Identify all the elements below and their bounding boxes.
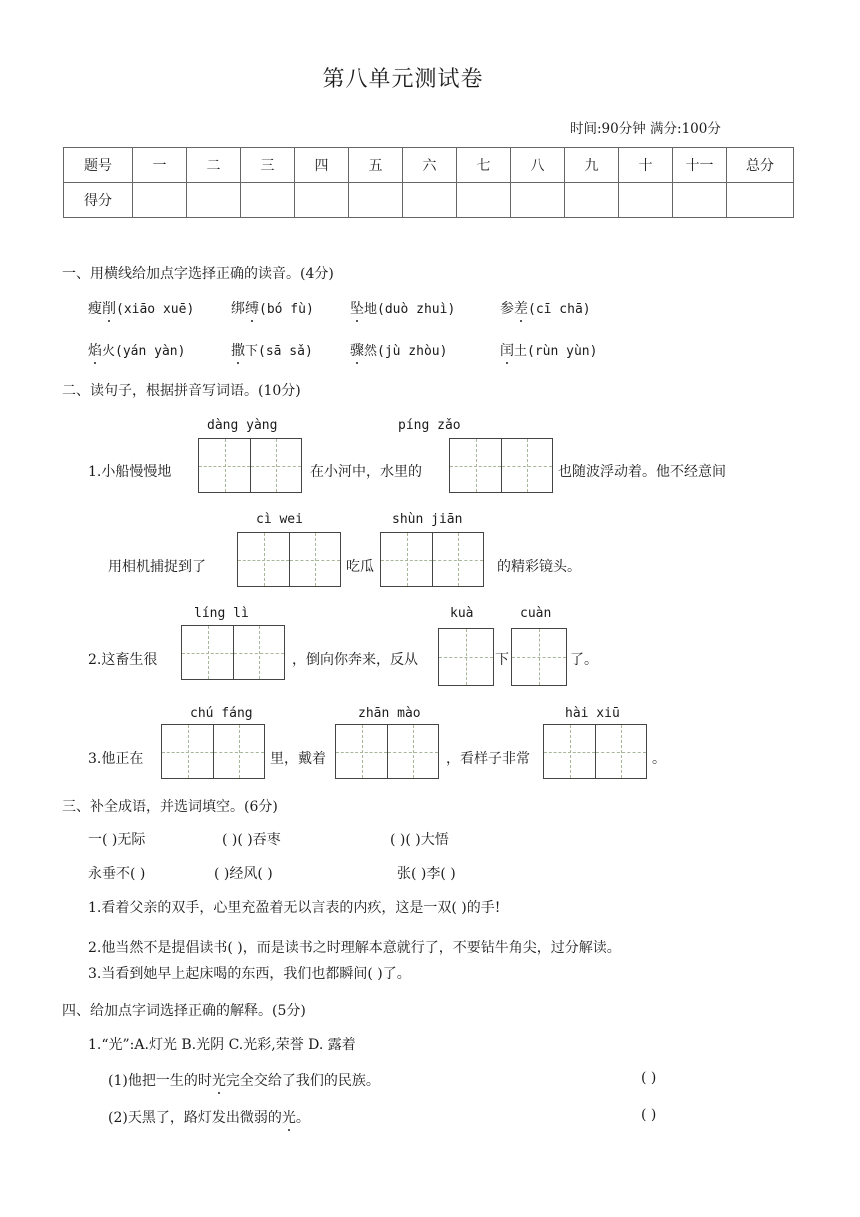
writing-grid-single[interactable] <box>438 628 494 686</box>
sentence-text: 1.小船慢慢地 <box>88 464 172 480</box>
fill-sentence: 2.他当然不是提倡读书( )，而是读书之时理解本意就行了，不要钻牛角尖，过分解读。 <box>88 940 621 956</box>
pron-item <box>88 340 185 360</box>
section-2-heading: 二、读句子，根据拼音写词语。(10分) <box>62 383 301 399</box>
writing-grid[interactable] <box>181 625 285 680</box>
score-header-cell: 题号 <box>64 148 133 183</box>
pron-options: (xiāo xuē) <box>116 302 195 317</box>
pron-char: 绑 <box>231 301 245 317</box>
dotted-char: 缚 <box>245 301 259 317</box>
pinyin-label: píng zǎo <box>398 418 461 433</box>
score-header-cell: 十一 <box>673 148 727 183</box>
sentence-text: 了。 <box>570 652 598 668</box>
sentence-text: 的精彩镜头。 <box>497 559 581 575</box>
sentence-text: ，倒向你奔来，反从 <box>292 652 418 668</box>
score-header-row <box>64 148 794 183</box>
sub-question: (1)他把一生的时光完全交给了我们的民族。 <box>108 1073 380 1089</box>
score-header-cell: 八 <box>511 148 565 183</box>
dotted-char: 焰 <box>88 343 102 359</box>
sentence-text: 里，戴着 <box>270 751 326 767</box>
idiom-item: ( )( )吞枣 <box>222 832 281 848</box>
pron-item <box>231 340 313 360</box>
score-cell[interactable] <box>727 183 794 218</box>
sentence-text: 在小河中，水里的 <box>310 464 422 480</box>
dotted-char: 光 <box>211 1073 226 1089</box>
pron-options: (cī chā) <box>528 302 591 317</box>
answer-blank[interactable]: ( ) <box>641 1107 657 1123</box>
dotted-char: 差 <box>514 301 528 317</box>
idiom-item: 一( )无际 <box>88 832 146 848</box>
sentence-text: 吃瓜 <box>346 559 374 575</box>
writing-grid[interactable] <box>161 724 265 779</box>
sentence-text: 。 <box>652 751 666 767</box>
sentence-text: 3.他正在 <box>88 751 144 767</box>
idiom-item: 张( )李( ) <box>397 866 456 882</box>
pinyin-label: zhān mào <box>358 706 421 721</box>
score-header-cell: 六 <box>403 148 457 183</box>
sentence-text: 也随波浮动着。他不经意间 <box>558 464 726 480</box>
dotted-char: 光 <box>281 1110 296 1126</box>
score-cell[interactable] <box>295 183 349 218</box>
pron-char: 瘦 <box>88 301 102 317</box>
section-3-heading: 三、补全成语，并选词填空。(6分) <box>62 799 278 815</box>
dotted-char: 骤 <box>350 343 364 359</box>
writing-grid-single[interactable] <box>511 628 567 686</box>
idiom-item: ( )( )大悟 <box>390 832 449 848</box>
sentence-text: 用相机捕捉到了 <box>108 559 206 575</box>
question-stem: 1.“光”:A.灯光 B.光阴 C.光彩,荣誉 D. 露着 <box>88 1037 356 1053</box>
pron-item <box>88 298 194 318</box>
pron-item <box>350 340 447 360</box>
dotted-char: 闰 <box>500 343 514 359</box>
sub-question: (2)天黑了，路灯发出微弱的光。 <box>108 1110 310 1126</box>
section-4-heading: 四、给加点字词选择正确的解释。(5分) <box>62 1003 306 1019</box>
score-row <box>64 183 794 218</box>
dotted-char: 撒 <box>231 343 245 359</box>
score-cell[interactable] <box>511 183 565 218</box>
exam-info: 时间:90分钟 满分:100分 <box>570 121 721 137</box>
fill-sentence: 3.当看到她早上起床喝的东西，我们也都瞬间( )了。 <box>88 966 411 982</box>
pron-item <box>500 340 597 360</box>
writing-grid[interactable] <box>543 724 647 779</box>
pinyin-label: shùn jiān <box>392 512 463 527</box>
score-header-cell: 五 <box>349 148 403 183</box>
sentence-text: 2.这畜生很 <box>88 652 158 668</box>
sentence-text: ，看样子非常 <box>446 751 530 767</box>
score-header-cell: 九 <box>565 148 619 183</box>
page-title: 第八单元测试卷 <box>322 67 484 92</box>
score-header-cell: 十 <box>619 148 673 183</box>
pron-char: 参 <box>500 301 514 317</box>
pinyin-label: líng lì <box>194 606 249 621</box>
pron-options: 然(jù zhòu) <box>364 344 448 359</box>
score-header-cell: 三 <box>241 148 295 183</box>
score-header-cell: 七 <box>457 148 511 183</box>
pron-item <box>350 298 455 318</box>
pron-options: 下(sā sǎ) <box>245 344 313 359</box>
score-header-cell: 四 <box>295 148 349 183</box>
pron-options: 火(yán yàn) <box>102 344 186 359</box>
idiom-item: ( )经风( ) <box>214 866 273 882</box>
pinyin-label: dàng yàng <box>207 418 278 433</box>
pinyin-label: kuà <box>450 606 474 621</box>
writing-grid[interactable] <box>198 438 302 493</box>
pinyin-label: chú fáng <box>190 706 253 721</box>
score-table <box>63 147 794 218</box>
dotted-char: 削 <box>102 301 116 317</box>
score-cell[interactable] <box>133 183 187 218</box>
writing-grid[interactable] <box>380 532 484 587</box>
score-header-cell: 二 <box>187 148 241 183</box>
score-row-label: 得分 <box>64 183 133 218</box>
score-cell[interactable] <box>241 183 295 218</box>
score-header-cell: 一 <box>133 148 187 183</box>
fill-sentence: 1.看着父亲的双手，心里充盈着无以言表的内疚，这是一双( )的手! <box>88 900 501 916</box>
section-1-heading: 一、用横线给加点字选择正确的读音。(4分) <box>62 266 334 282</box>
pron-options: 地(duò zhuì) <box>364 302 456 317</box>
score-cell[interactable] <box>187 183 241 218</box>
sentence-text: 下 <box>495 652 509 668</box>
pron-item <box>231 298 314 318</box>
score-cell[interactable] <box>619 183 673 218</box>
pron-options: 土(rùn yùn) <box>514 344 598 359</box>
pinyin-label: cì wei <box>256 512 303 527</box>
score-header-cell: 总分 <box>727 148 794 183</box>
writing-grid[interactable] <box>335 724 439 779</box>
pron-item <box>500 298 591 318</box>
score-cell[interactable] <box>565 183 619 218</box>
pron-options: (bó fù) <box>259 302 314 317</box>
score-cell[interactable] <box>403 183 457 218</box>
score-cell[interactable] <box>457 183 511 218</box>
writing-grid[interactable] <box>449 438 553 493</box>
dotted-char: 坠 <box>350 301 364 317</box>
idiom-item: 永垂不( ) <box>88 866 146 882</box>
pinyin-label: hài xiū <box>565 706 620 721</box>
writing-grid[interactable] <box>237 532 341 587</box>
pinyin-label: cuàn <box>520 606 552 621</box>
score-cell[interactable] <box>673 183 727 218</box>
score-cell[interactable] <box>349 183 403 218</box>
answer-blank[interactable]: ( ) <box>641 1070 657 1086</box>
